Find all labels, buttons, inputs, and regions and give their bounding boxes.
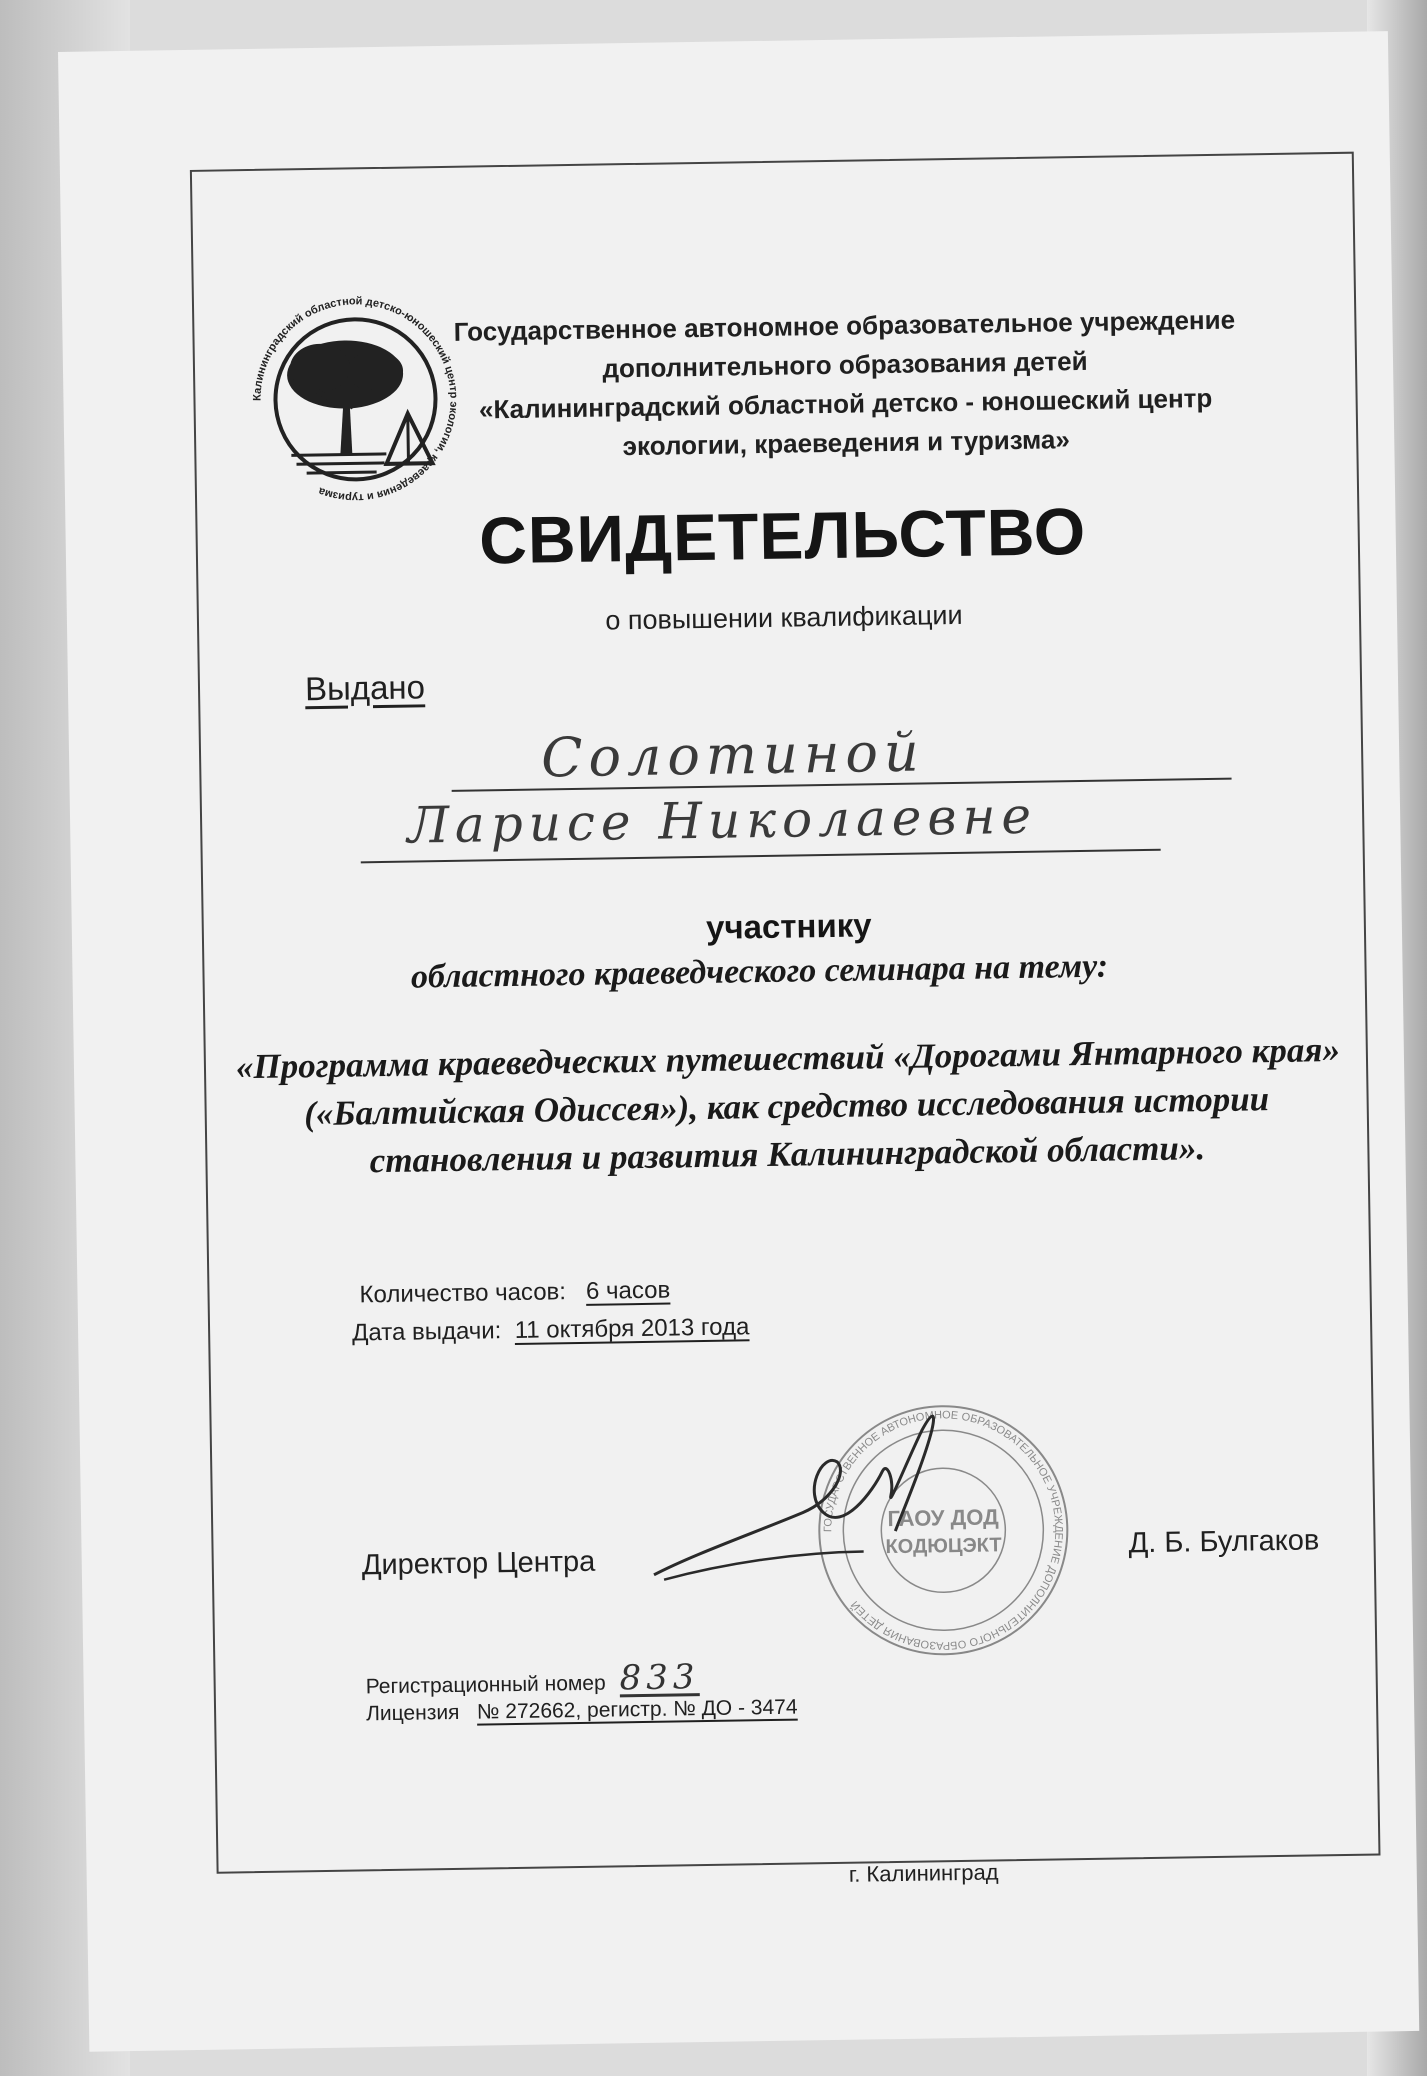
theme-line-1: «Программа краеведческих путешествий «Дорогами Янтарного края»: [235, 1029, 1341, 1087]
header-line-4: экологии, краеведения и туризма»: [622, 424, 1071, 462]
header-line-1: Государственное автономное образовательное учреждение: [453, 304, 1236, 347]
issue-date-label: Дата выдачи:: [351, 1317, 502, 1347]
registration-row: [365, 1657, 713, 1702]
hours-value: 6 часов: [585, 1276, 671, 1305]
certificate-subtitle: о повышении квалификации: [605, 599, 963, 636]
stamp-center-line-2: КОДЮЦЭКТ: [885, 1534, 1002, 1559]
issue-date-row: [352, 1313, 750, 1347]
certificate-frame: [190, 152, 1381, 1887]
registration-label: Регистрационный номер: [365, 1671, 606, 1699]
institution-header: [434, 300, 1256, 469]
certificate-title: СВИДЕТЕЛЬСТВО: [478, 493, 1087, 578]
logo-ring-text: Калининградский областной детско-юношеский центр экологии, краеведения и туризма: [251, 295, 460, 504]
theme-line-3: становления и развития Калининградской области».: [369, 1128, 1206, 1181]
header-line-3: «Калининградский областной детско - юношеский центр: [478, 382, 1213, 425]
director-signature: [631, 1399, 1014, 1605]
hours-label: Количество часов:: [359, 1278, 567, 1309]
header-line-2: дополнительного образования детей: [602, 345, 1088, 384]
issue-date-value: 11 октября 2013 года: [514, 1313, 750, 1344]
registration-number: 833: [619, 1657, 700, 1699]
certificate-sheet: [58, 31, 1419, 2052]
director-label: Директор Центра: [361, 1545, 596, 1582]
city: г. Калининград: [848, 1859, 999, 1887]
recipient-surname: Солотиной: [540, 720, 926, 790]
seminar-line: областного краеведческого семинара на тему:: [410, 947, 1109, 996]
recipient-name: Ларисе Николаевне: [406, 786, 1038, 855]
stamp-outer-text: ГОСУДАРСТВЕННОЕ АВТОНОМНОЕ ОБРАЗОВАТЕЛЬНОЕ УЧРЕЖДЕНИЕ ДОПОЛНИТЕЛЬНОГО ОБРАЗОВАНИЯ ДЕТЕЙ: [822, 1409, 1065, 1652]
license-label: Лицензия: [365, 1700, 460, 1726]
hours-row: [359, 1277, 670, 1310]
stamp-center-line-1: ГАОУ ДОД: [887, 1504, 999, 1532]
participant-label: участнику: [705, 906, 872, 946]
seminar-theme: [235, 1026, 1341, 1187]
water-waves-icon: [291, 454, 386, 473]
issued-label: Выдано: [304, 668, 426, 708]
director-name: Д. Б. Булгаков: [1128, 1524, 1320, 1560]
license-value: № 272662, регистр. № ДО - 3474: [476, 1695, 798, 1724]
theme-line-2: («Балтийская Одиссея»), как средство исследования истории: [303, 1079, 1270, 1134]
tree-icon: [287, 340, 405, 456]
